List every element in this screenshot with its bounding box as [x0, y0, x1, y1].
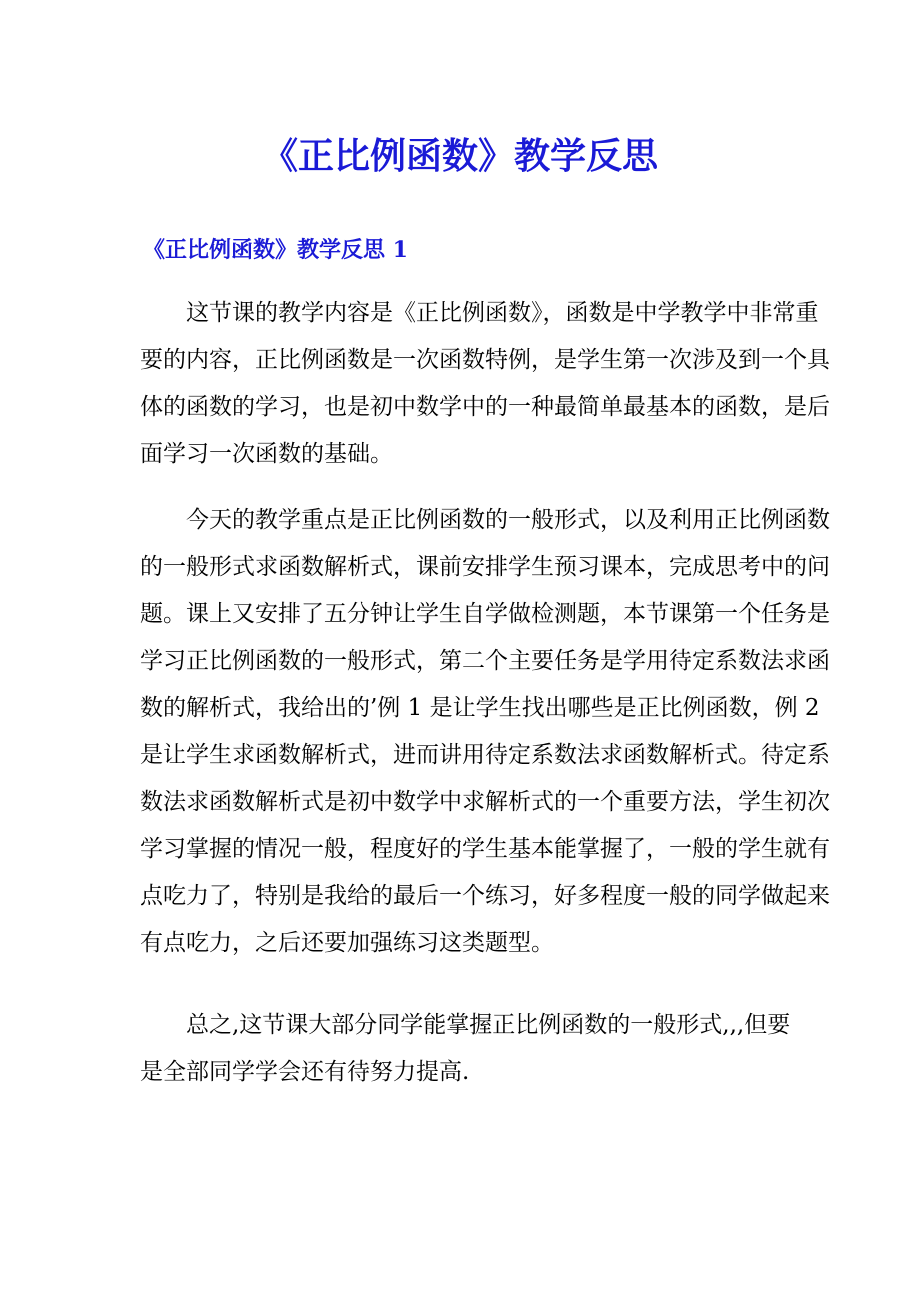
section-heading: 《正比例函数》教学反思 1	[143, 237, 408, 263]
paragraph-2	[140, 497, 830, 967]
text-line: 题。课上又安排了五分钟让学生自学做检测题，本节课第一个任务是	[140, 601, 830, 627]
text-line: 点吃力了，特别是我给的最后一个练习，好多程度一般的同学做起来	[140, 883, 830, 909]
text-line: 今天的教学重点是正比例函数的一般形式，以及利用正比例函数	[186, 507, 830, 533]
text-line: 数的解析式，我给出的’例 1 是让学生找出哪些是正比例函数，例 2	[140, 695, 820, 721]
text-line: 体的函数的学习，也是初中数学中的一种最简单最基本的函数，是后	[140, 394, 830, 420]
text-line: 这节课的教学内容是《正比例函数》，函数是中学教学中非常重	[186, 300, 819, 326]
text-line: 是让学生求函数解析式，进而讲用待定系数法求函数解析式。待定系	[140, 742, 830, 768]
paragraph-1	[140, 290, 830, 478]
text-line: 面学习一次函数的基础。	[140, 441, 393, 467]
text-line: 学习正比例函数的一般形式，第二个主要任务是学用待定系数法求函	[140, 648, 830, 674]
text-line: 是全部同学学会还有待努力提高.	[140, 1059, 470, 1085]
text-line: 有点吃力，之后还要加强练习这类题型。	[140, 930, 554, 956]
paragraph-3	[140, 1002, 790, 1096]
text-line: 的一般形式求函数解析式，课前安排学生预习课本，完成思考中的问	[140, 554, 830, 580]
text-line: 学习掌握的情况一般，程度好的学生基本能掌握了，一般的学生就有	[140, 836, 830, 862]
document-title: 《正比例函数》教学反思	[261, 136, 658, 177]
text-line: 总之,这节课大部分同学能掌握正比例函数的一般形式,,,但要	[186, 1012, 791, 1038]
text-line: 数法求函数解析式是初中数学中求解析式的一个重要方法，学生初次	[140, 789, 830, 815]
text-line: 要的内容，正比例函数是一次函数特例，是学生第一次涉及到一个具	[140, 347, 830, 373]
